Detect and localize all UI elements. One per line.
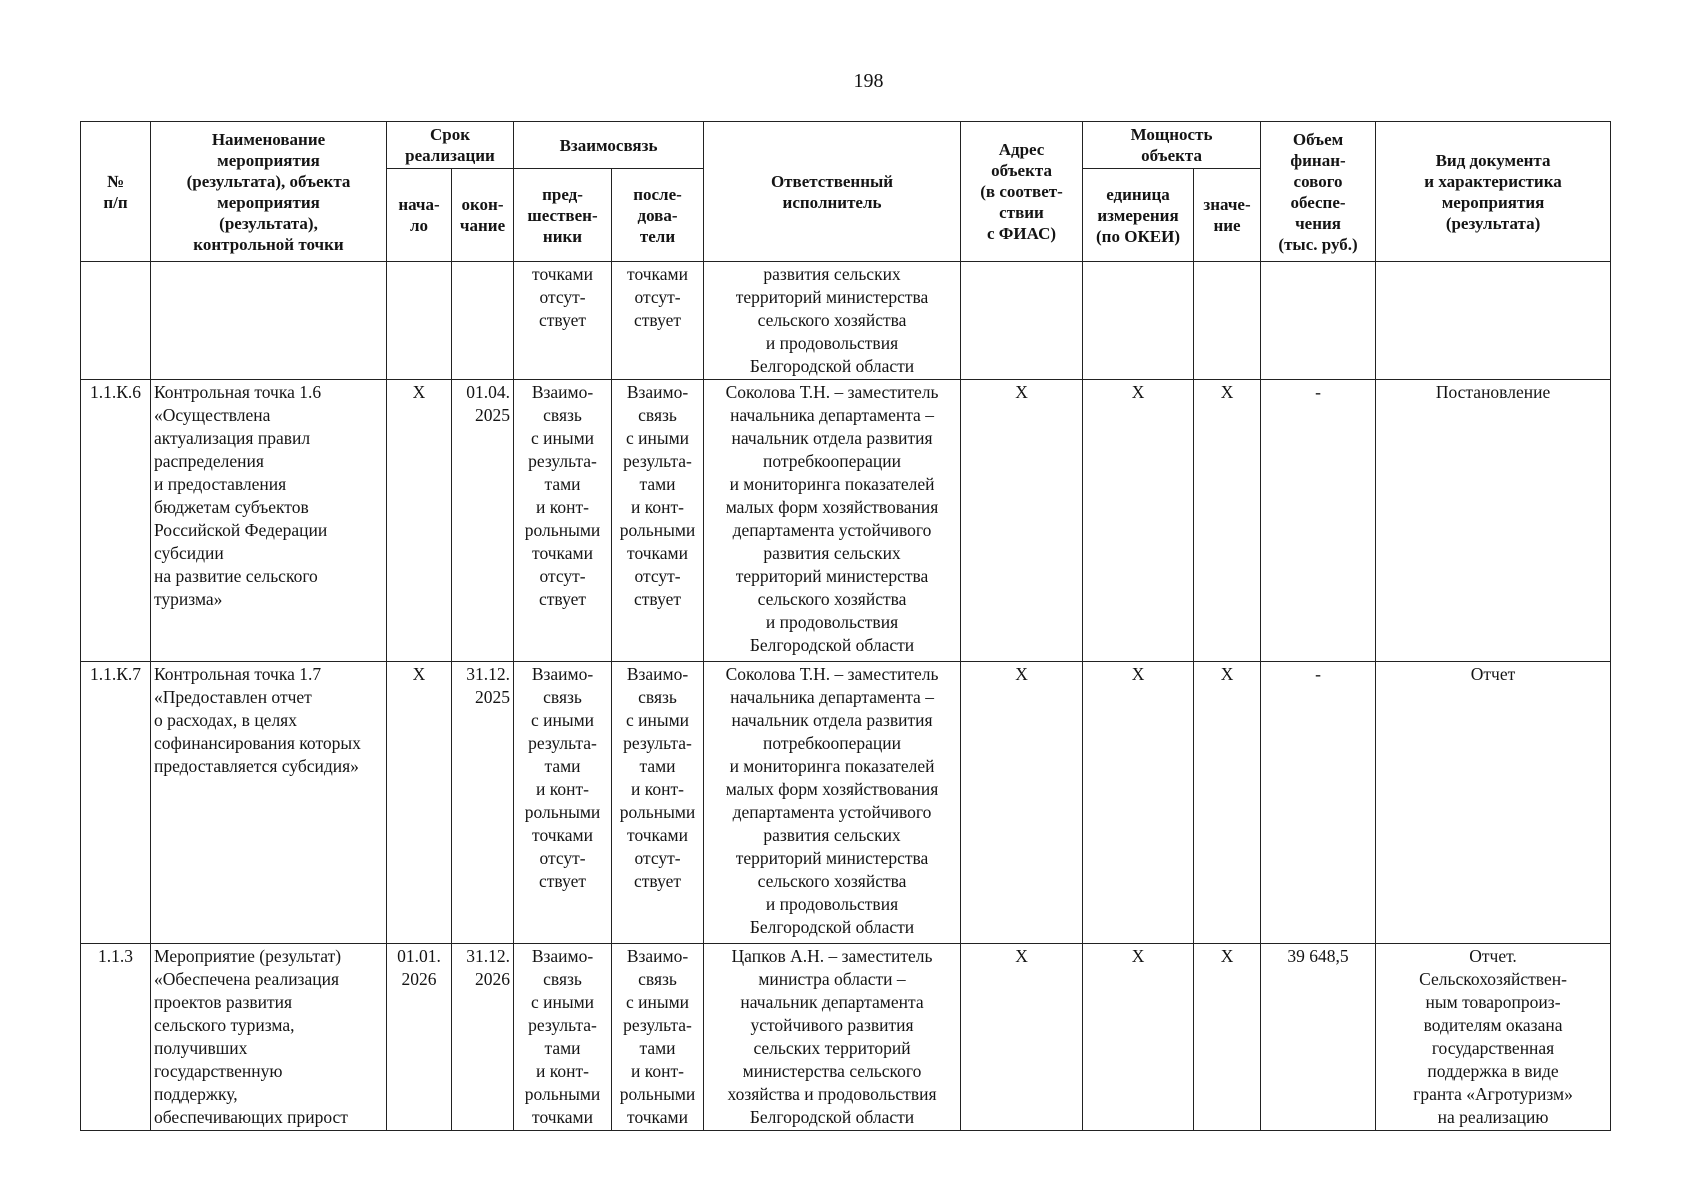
cell-next: Взаимо- связь с иными результа- тами и конт- рольными точками (612, 944, 704, 1131)
cell-responsible: Соколова Т.Н. – заместитель начальника департамента – начальник отдела развития потребкооперации и мониторинга показателей малых форм хозяйствования департамента устойчивого развития сельских территорий министерства сельского хозяйства и продовольствия Белгородской области (704, 662, 961, 944)
cell-funding: - (1261, 380, 1376, 662)
cell-responsible: Соколова Т.Н. – заместитель начальника департамента – начальник отдела развития потребкооперации и мониторинга показателей малых форм хозяйствования департамента устойчивого развития сельских территорий министерства сельского хозяйства и продовольствия Белгородской области (704, 380, 961, 662)
header-capacity-unit: единица измерения (по ОКЕИ) (1083, 169, 1194, 262)
cell-start: 01.01. 2026 (387, 944, 452, 1131)
plan-table (80, 121, 1611, 1131)
cell-value: Х (1194, 944, 1261, 1131)
cell-value: Х (1194, 380, 1261, 662)
cell-value: Х (1194, 662, 1261, 944)
cell-end: 31.12. 2026 (452, 944, 514, 1131)
cell-end: 31.12. 2025 (452, 662, 514, 944)
cell-end: 01.04. 2025 (452, 380, 514, 662)
cell-address: Х (961, 944, 1083, 1131)
table-row (81, 380, 1611, 662)
header-link-next: после- дова- тели (612, 169, 704, 262)
cell-start: Х (387, 380, 452, 662)
header-num: № п/п (81, 122, 151, 262)
table-row (81, 262, 1611, 380)
header-link: Взаимосвязь (514, 122, 704, 169)
header-row-top (81, 122, 1611, 169)
cell-unit: Х (1083, 662, 1194, 944)
cell-responsible: развития сельских территорий министерства сельского хозяйства и продовольствия Белгородской области (704, 262, 961, 380)
cell-doc: Постановление (1376, 380, 1611, 662)
header-name: Наименование мероприятия (результата), объекта мероприятия (результата), контрольной точки (151, 122, 387, 262)
page-number: 198 (853, 70, 884, 92)
cell-num: 1.1.К.7 (81, 662, 151, 944)
cell-pred: Взаимо- связь с иными результа- тами и конт- рольными точками (514, 944, 612, 1131)
cell-start: Х (387, 662, 452, 944)
header-doc: Вид документа и характеристика мероприятия (результата) (1376, 122, 1611, 262)
cell-start (387, 262, 452, 380)
header-link-pred: пред- шествен- ники (514, 169, 612, 262)
cell-unit: Х (1083, 944, 1194, 1131)
cell-name: Контрольная точка 1.6 «Осуществлена актуализация правил распределения и предоставления бюджетам субъектов Российской Федерации субсидии на развитие сельского туризма» (151, 380, 387, 662)
cell-pred: Взаимо- связь с иными результа- тами и конт- рольными точками отсут- ствует (514, 380, 612, 662)
cell-value (1194, 262, 1261, 380)
cell-next: Взаимо- связь с иными результа- тами и конт- рольными точками отсут- ствует (612, 662, 704, 944)
cell-unit: Х (1083, 380, 1194, 662)
cell-responsible: Цапков А.Н. – заместитель министра области – начальник департамента устойчивого развития сельских территорий министерства сельского хозяйства и продовольствия Белгородской области (704, 944, 961, 1131)
cell-pred: точками отсут- ствует (514, 262, 612, 380)
cell-end (452, 262, 514, 380)
header-term-start: нача- ло (387, 169, 452, 262)
cell-name (151, 262, 387, 380)
cell-pred: Взаимо- связь с иными результа- тами и конт- рольными точками отсут- ствует (514, 662, 612, 944)
cell-doc: Отчет (1376, 662, 1611, 944)
cell-name: Мероприятие (результат) «Обеспечена реализация проектов развития сельского туризма, получивших государственную поддержку, обеспечивающих прирост (151, 944, 387, 1131)
header-capacity-value: значе- ние (1194, 169, 1261, 262)
cell-next: Взаимо- связь с иными результа- тами и конт- рольными точками отсут- ствует (612, 380, 704, 662)
table-row (81, 944, 1611, 1131)
cell-address (961, 262, 1083, 380)
cell-name: Контрольная точка 1.7 «Предоставлен отчет о расходах, в целях софинансирования которых предоставляется субсидия» (151, 662, 387, 944)
header-address: Адрес объекта (в соответ- ствии с ФИАС) (961, 122, 1083, 262)
header-term-end: окон- чание (452, 169, 514, 262)
header-capacity: Мощность объекта (1083, 122, 1261, 169)
cell-unit (1083, 262, 1194, 380)
cell-funding: 39 648,5 (1261, 944, 1376, 1131)
header-term: Срок реализации (387, 122, 514, 169)
header-responsible: Ответственный исполнитель (704, 122, 961, 262)
cell-next: точками отсут- ствует (612, 262, 704, 380)
cell-funding: - (1261, 662, 1376, 944)
cell-address: Х (961, 380, 1083, 662)
cell-address: Х (961, 662, 1083, 944)
cell-funding (1261, 262, 1376, 380)
table-row (81, 662, 1611, 944)
cell-num (81, 262, 151, 380)
cell-doc: Отчет. Сельскохозяйствен- ным товаропроиз- водителям оказана государственная поддержка в виде гранта «Агротуризм» на реализацию (1376, 944, 1611, 1131)
cell-num: 1.1.3 (81, 944, 151, 1131)
cell-doc (1376, 262, 1611, 380)
header-funding: Объем финан- сового обеспе- чения (тыс. руб.) (1261, 122, 1376, 262)
cell-num: 1.1.К.6 (81, 380, 151, 662)
